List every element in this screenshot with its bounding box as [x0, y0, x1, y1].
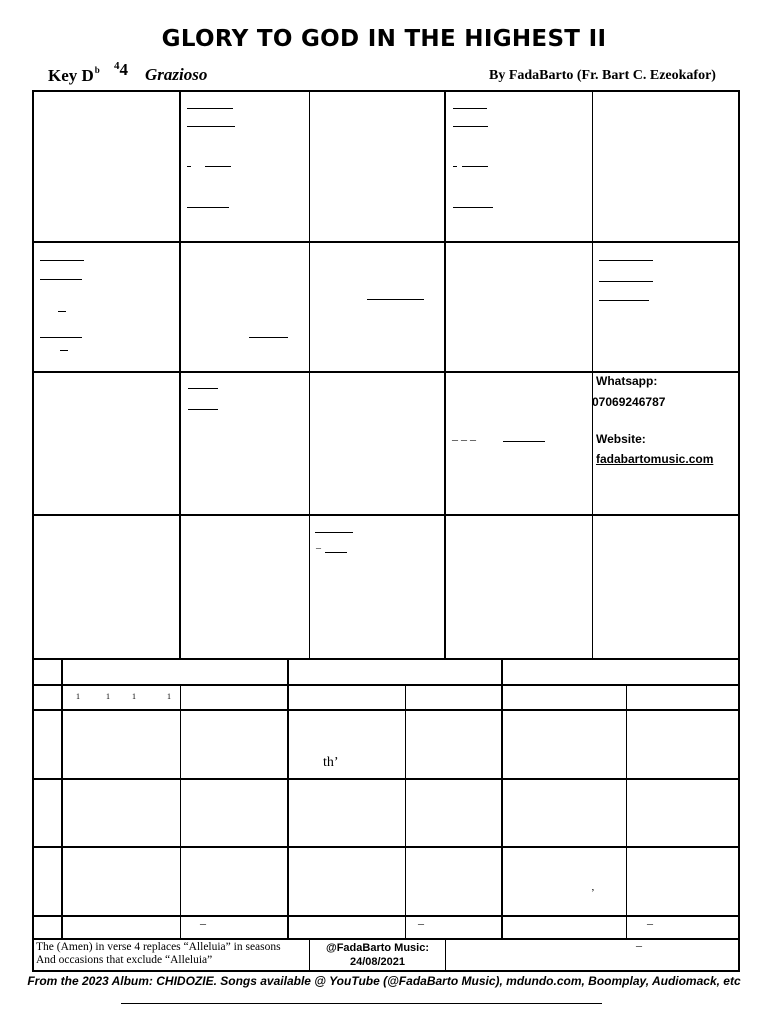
lyric-underline [453, 166, 457, 167]
lyric-underline [453, 207, 493, 208]
lyric-underline [205, 166, 231, 167]
lyric-underline [249, 337, 288, 338]
lyric-underline [188, 388, 218, 389]
grid-line [32, 90, 34, 970]
publisher-stamp [311, 941, 444, 969]
lyric-underline [599, 281, 653, 282]
grid-line [179, 90, 181, 660]
grid-line [32, 970, 740, 972]
key-label: Key D [48, 66, 94, 85]
lyric-underline [325, 552, 347, 553]
lyric-underline [599, 260, 653, 261]
grid-line [501, 658, 503, 940]
grid-line [32, 915, 740, 917]
row-dash: – [647, 916, 653, 930]
grid-line [626, 684, 627, 940]
lyric-underline [315, 532, 353, 533]
row-dash: – [418, 916, 424, 930]
grid-line [32, 514, 740, 516]
composer-credit: By FadaBarto (Fr. Bart C. Ezeokafor) [489, 68, 716, 83]
tempo-marking: Grazioso [145, 65, 208, 84]
lyric-underline [453, 126, 488, 127]
grid-line [405, 684, 406, 940]
grid-line [32, 684, 740, 686]
time-top: 4 [114, 60, 120, 72]
grid-line [738, 90, 740, 972]
lyric-underline [187, 108, 233, 109]
measure-number: 1 [76, 692, 80, 701]
melisma-dashes: – – – [452, 432, 476, 446]
tie-mark: – [316, 543, 321, 554]
grid-line [287, 658, 289, 940]
grid-line [309, 938, 310, 971]
measure-number: 1 [106, 692, 110, 701]
time-signature [114, 60, 128, 80]
grid-line [180, 684, 181, 940]
grid-line [32, 241, 740, 243]
measure-number: 1 [132, 692, 136, 701]
lyric-apostrophe: ’ [591, 887, 595, 899]
grid-line [445, 938, 446, 971]
grid-line [592, 90, 593, 660]
grid-line [32, 90, 740, 92]
grid-line [32, 709, 740, 711]
key-signature [48, 65, 100, 86]
lyric-underline [187, 126, 235, 127]
lyric-underline [462, 166, 488, 167]
lyric-underline [453, 108, 487, 109]
footer-dash: – [636, 938, 642, 952]
publish-date: 24/08/2021 [349, 956, 406, 968]
lyric-underline [60, 350, 68, 351]
lyric-fragment: th’ [323, 755, 339, 770]
lyric-underline [187, 166, 191, 167]
lyric-underline [188, 409, 218, 410]
whatsapp-label: Whatsapp: [596, 374, 658, 388]
footnote-line-2: And occasions that exclude “Alleluia” [36, 954, 213, 966]
lyric-underline [187, 207, 229, 208]
lyric-underline [599, 300, 649, 301]
footer-rule [121, 1003, 602, 1004]
website-label: Website: [596, 432, 646, 446]
grid-line [32, 371, 740, 373]
grid-line [61, 658, 63, 940]
grid-line [444, 90, 446, 660]
grid-line [32, 778, 740, 780]
lyric-underline [40, 337, 82, 338]
grid-line [32, 658, 740, 660]
song-title: GLORY TO GOD IN THE HIGHEST II [161, 26, 607, 52]
key-accidental: b [94, 65, 100, 75]
website-link[interactable]: fadabartomusic.com [596, 452, 714, 466]
lyric-underline [40, 260, 84, 261]
measure-number: 1 [167, 692, 171, 701]
lyric-underline [503, 441, 545, 442]
publisher-handle: @FadaBarto Music: [325, 942, 430, 954]
grid-line [309, 90, 310, 660]
footnote-line-1: The (Amen) in verse 4 replaces “Alleluia” in seasons [36, 941, 281, 953]
grid-line [32, 846, 740, 848]
grid-line [32, 938, 740, 940]
lyric-underline [367, 299, 424, 300]
album-availability: From the 2023 Album: CHIDOZIE. Songs available @ YouTube (@FadaBarto Music), mdundo.com, Boomplay, Audiomack, etc [27, 974, 741, 988]
row-dash: – [200, 916, 206, 930]
lyric-underline [40, 279, 82, 280]
whatsapp-number[interactable]: 07069246787 [592, 395, 666, 409]
verse-footnote [36, 941, 281, 967]
lyric-underline [58, 311, 66, 312]
time-bottom: 4 [119, 60, 128, 79]
